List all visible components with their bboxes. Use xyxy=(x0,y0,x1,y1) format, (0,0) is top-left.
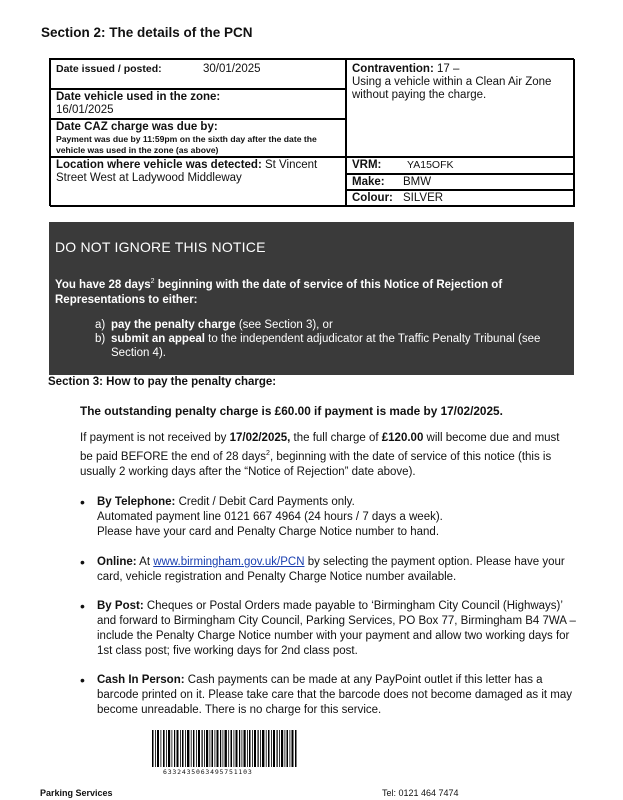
contravention-code: 17 – xyxy=(436,63,460,75)
footer-department: Parking Services xyxy=(40,788,113,798)
telephone-label: By Telephone: xyxy=(97,496,176,508)
section-2-title: Section 2: The details of the PCN xyxy=(41,25,253,40)
caz-due-note: Payment was due by 11:59pm on the sixth day after the date the vehicle was used in the zone (as above) xyxy=(56,134,317,155)
telephone-text-1: Credit / Debit Card Payments only. xyxy=(175,496,355,508)
notice-heading: DO NOT IGNORE THIS NOTICE xyxy=(55,239,266,255)
post-text: Cheques or Postal Orders made payable to ‘Birmingham City Council (Highways)’ and forward to Birmingham City Council, Parking Services, PO Box 77, Birmingham B4 7WA – include the Penalty Charge Notice number with your payment and allow two working days for 1st class post; five working days for 2nd class post. xyxy=(97,600,576,657)
vrm-value: YA15OFK xyxy=(407,159,454,171)
location-value: St Vincent Street West at Ladywood Middleway xyxy=(56,159,318,184)
caz-due-cell xyxy=(50,119,346,157)
location-cell xyxy=(50,157,346,207)
post-label: By Post: xyxy=(97,600,144,612)
date-issued-value: 30/01/2025 xyxy=(203,63,261,75)
full-charge-paragraph xyxy=(80,431,575,480)
bullet-icon: • xyxy=(80,554,85,570)
colour-cell xyxy=(346,190,575,207)
online-text-pre: At xyxy=(136,556,154,568)
bullet-icon: • xyxy=(80,598,85,614)
vrm-cell xyxy=(346,157,575,174)
cash-text: Cash payments can be made at any PayPoint outlet if this letter has a barcode printed on it. Please take care that the barcode does not become damaged as it may become unreadable. There is no charge for this service. xyxy=(97,674,572,716)
section-3-title: Section 3: How to pay the penalty charge: xyxy=(48,376,277,388)
date-used-label: Date vehicle used in the zone: xyxy=(56,91,221,103)
notice-intro-start: You have 28 days xyxy=(55,278,151,291)
make-value: BMW xyxy=(403,176,432,188)
caz-due-label: Date CAZ charge was due by: xyxy=(56,121,218,133)
barcode-icon xyxy=(152,730,297,767)
vrm-label: VRM: xyxy=(352,159,382,171)
date-used-cell xyxy=(50,89,346,119)
contravention-cell xyxy=(346,59,575,157)
notice-item-b-letter: b) xyxy=(95,333,106,345)
notice-item-a-text: (see Section 3), or xyxy=(235,319,333,331)
para-text-3: will become due and must be paid BEFORE the end of 28 days xyxy=(80,432,560,463)
telephone-text-2: Automated payment line 0121 667 4964 (24 hours / 7 days a week). xyxy=(97,511,443,523)
para-text-2: the full charge of xyxy=(290,432,382,444)
online-label: Online: xyxy=(97,556,137,568)
bullet-icon: • xyxy=(80,672,85,688)
make-cell xyxy=(346,174,575,190)
do-not-ignore-notice-box xyxy=(49,222,574,375)
notice-item-b-bold: submit an appeal xyxy=(111,333,205,345)
pcn-website-link[interactable]: www.birmingham.gov.uk/PCN xyxy=(153,556,305,568)
colour-value: SILVER xyxy=(403,192,444,204)
footnote-marker: 2 xyxy=(150,278,155,285)
outstanding-charge: The outstanding penalty charge is £60.00 if payment is made by 17/02/2025. xyxy=(80,404,503,418)
colour-label: Colour: xyxy=(352,192,393,204)
make-label: Make: xyxy=(352,176,385,188)
notice-item-a-bold: pay the penalty charge xyxy=(111,319,236,331)
barcode-number: 6332435063495751103 xyxy=(163,768,253,776)
para-text-4: , beginning with the date of service of this notice (this is usually 2 working days after the “Notice of Rejection” date above). xyxy=(80,450,552,478)
pcn-details-table xyxy=(49,58,574,206)
footer-phone: Tel: 0121 464 7474 xyxy=(382,788,459,798)
footnote-marker: 2 xyxy=(266,450,270,457)
date-used-value: 16/01/2025 xyxy=(56,104,114,116)
telephone-text-3: Please have your card and Penalty Charge Notice number to hand. xyxy=(97,526,440,538)
location-label: Location where vehicle was detected: xyxy=(56,159,262,171)
contravention-label: Contravention: xyxy=(352,63,434,75)
online-text-post: by selecting the payment option. Please have your card, vehicle registration and Penalty Charge Notice number available. xyxy=(97,556,565,583)
notice-item-b-text: to the independent adjudicator at the Traffic Penalty Tribunal (see Section 4). xyxy=(111,333,541,359)
cash-label: Cash In Person: xyxy=(97,674,185,686)
para-text-1: If payment is not received by xyxy=(80,432,230,444)
para-due-date: 17/02/2025, xyxy=(229,432,291,444)
contravention-text: Using a vehicle within a Clean Air Zone without paying the charge. xyxy=(352,76,552,101)
bullet-icon: • xyxy=(80,494,85,510)
date-issued-cell xyxy=(50,59,346,89)
para-full-amount: £120.00 xyxy=(381,432,424,444)
notice-item-a-letter: a) xyxy=(95,319,106,331)
notice-intro xyxy=(55,274,565,308)
date-issued-label: Date issued / posted: xyxy=(56,63,162,75)
notice-intro-end: beginning with the date of service of this Notice of Rejection of Representations to either: xyxy=(55,278,503,306)
